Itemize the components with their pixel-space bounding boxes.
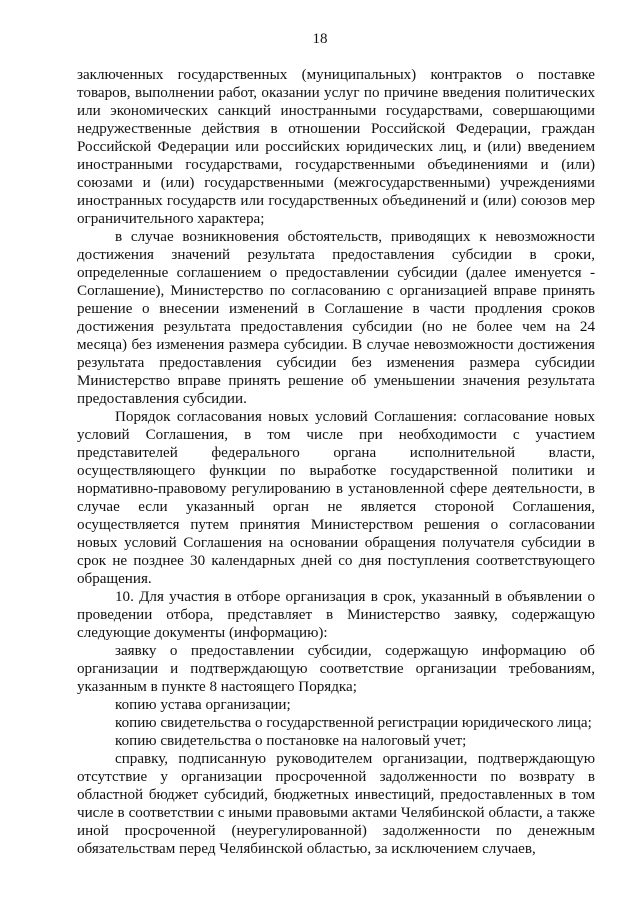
list-item-registration-copy: копию свидетельства о государственной регистрации юридического лица;	[115, 715, 592, 731]
paragraph-sanctions-continuation: заключенных государственных (муниципальных) контрактов о поставке товаров, выполнении работ, оказании услуг по причине введения политических или экономических санкций иностранными государствами, совершающими недружественные действия в отношении Российской Федерации, граждан Российской Федерации или российских юридических лиц, и (или) введением иностранными государствами, государственными объединениями и (или) союзами и (или) государственными (межгосударственными) учреждениями иностранных государств или государственных объединений и (или) союзов мер ограничительного характера;	[77, 67, 595, 227]
list-item-charter-copy: копию устава организации;	[115, 697, 291, 713]
paragraph-approval-procedure: Порядок согласования новых условий Соглашения: согласование новых условий Соглашения, в том числе при необходимости с участием представителей федерального органа исполнительной власти, осуществляющего функции по выработке государственной политики и нормативно-правовому регулированию в установленной сфере деятельности, в случае если указанный орган не является стороной Соглашения, осуществляется путем принятия Министерством решения о согласовании новых условий Соглашения на основании обращения получателя субсидии в срок не позднее 30 календарных дней со дня поступления соответствующего обращения.	[77, 409, 595, 587]
list-item-tax-registration-copy: копию свидетельства о постановке на налоговый учет;	[115, 733, 467, 749]
document-body	[77, 66, 595, 858]
paragraph-item-10: 10. Для участия в отборе организация в срок, указанный в объявлении о проведении отбора, представляет в Министерство заявку, содержащую следующие документы (информацию):	[77, 589, 595, 641]
list-item-application: заявку о предоставлении субсидии, содержащую информацию об организации и подтверждающую соответствие организации требованиям, указанным в пункте 8 настоящего Порядка;	[77, 643, 595, 695]
list-item-certificate: справку, подписанную руководителем организации, подтверждающую отсутствие у организации просроченной задолженности по возврату в областной бюджет субсидий, бюджетных инвестиций, предоставленных в том числе в соответствии с иными правовыми актами Челябинской области, а также иной просроченной (неурегулированной) задолженности по денежным обязательствам перед Челябинской областью, за исключением случаев,	[77, 751, 595, 857]
page-number: 18	[312, 31, 328, 47]
paragraph-circumstances: в случае возникновения обстоятельств, приводящих к невозможности достижения значений результата предоставления субсидии в сроки, определенные соглашением о предоставлении субсидии (далее именуется - Соглашение), Министерство по согласованию с организацией вправе принять решение о внесении изменений в Соглашение в части продления сроков достижения результата предоставления субсидии (но не более чем на 24 месяца) без изменения размера субсидии. В случае невозможности достижения результата предоставления субсидии без изменения размера субсидии Министерство вправе принять решение об уменьшении значения результата предоставления субсидии.	[77, 229, 595, 407]
